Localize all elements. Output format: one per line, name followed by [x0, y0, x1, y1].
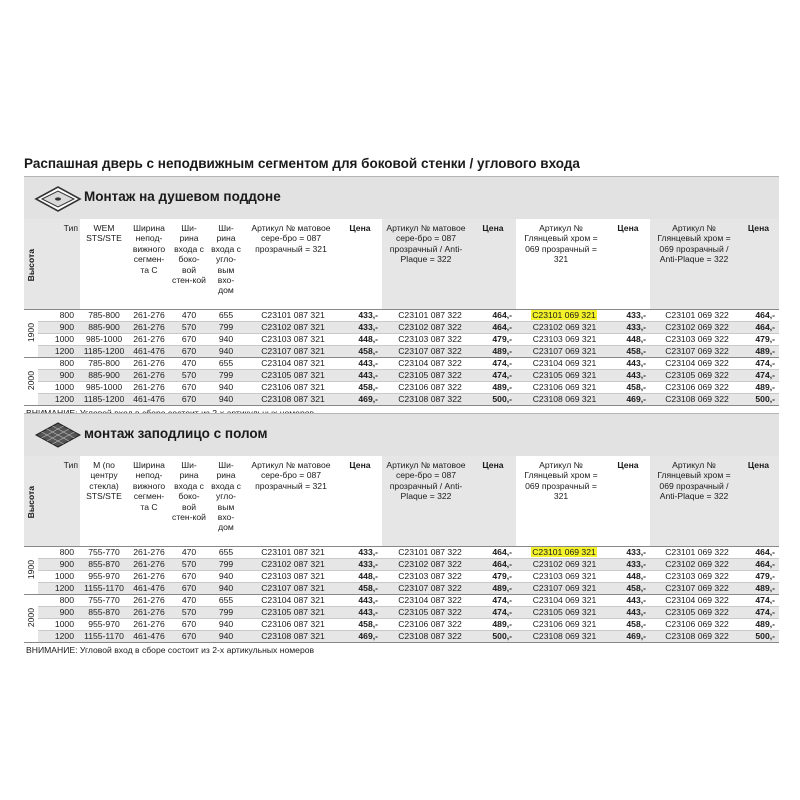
cell-wem: 855-870	[80, 559, 128, 571]
cell-type: 800	[38, 310, 80, 322]
cell-article-1: C23101 087 321	[244, 547, 338, 559]
section-title: Монтаж на душевом поддоне	[84, 189, 281, 204]
cell-article-2: C23101 087 322	[382, 547, 470, 559]
section-floor-level	[24, 413, 779, 655]
header-price-1: Цена	[338, 456, 382, 547]
cell-price-3: 443,-	[606, 607, 650, 619]
cell-article-1: C23104 087 321	[244, 358, 338, 370]
cell-corner-width: 799	[208, 370, 244, 382]
header-wem: WEM STS/STE	[80, 219, 128, 310]
cell-corner-width: 799	[208, 607, 244, 619]
cell-price-4: 479,-	[738, 334, 779, 346]
cell-article-4: C23105 069 322	[650, 370, 738, 382]
header-wem: М (по центру стекла) STS/STE	[80, 456, 128, 547]
cell-wem: 755-770	[80, 547, 128, 559]
cell-article-4: C23108 069 322	[650, 631, 738, 643]
cell-price-4: 464,-	[738, 322, 779, 334]
cell-article-4: C23102 069 322	[650, 559, 738, 571]
cell-side-width: 670	[170, 394, 208, 406]
cell-article-4: C23107 069 322	[650, 346, 738, 358]
cell-price-3: 433,-	[606, 310, 650, 322]
cell-type: 800	[38, 358, 80, 370]
height-group	[24, 310, 38, 358]
cell-corner-width: 940	[208, 334, 244, 346]
cell-article-1: C23105 087 321	[244, 607, 338, 619]
cell-price-1: 443,-	[338, 370, 382, 382]
table-row	[24, 571, 779, 583]
table-header-row	[24, 456, 779, 547]
header-article-2: Артикул № матовое сере-бро = 087 прозрачный / Anti-Plaque = 322	[382, 456, 470, 547]
cell-side-width: 470	[170, 358, 208, 370]
cell-article-1: C23103 087 321	[244, 334, 338, 346]
cell-price-3: 469,-	[606, 394, 650, 406]
cell-article-3	[516, 547, 606, 559]
cell-article-1: C23106 087 321	[244, 619, 338, 631]
cell-price-1: 443,-	[338, 607, 382, 619]
cell-type: 1000	[38, 619, 80, 631]
cell-c-width: 261-276	[128, 619, 170, 631]
cell-c-width: 461-476	[128, 583, 170, 595]
header-article-4: Артикул № Глянцевый хром = 069 прозрачный / Anti-Plaque = 322	[650, 456, 738, 547]
cell-article-2: C23104 087 322	[382, 595, 470, 607]
cell-article-1: C23102 087 321	[244, 559, 338, 571]
cell-article-3: C23103 069 321	[516, 334, 606, 346]
section-header	[24, 176, 779, 219]
height-group-label: 2000	[25, 370, 36, 390]
cell-price-3: 433,-	[606, 547, 650, 559]
cell-article-2: C23107 087 322	[382, 346, 470, 358]
cell-article-3: C23106 069 321	[516, 382, 606, 394]
cell-price-2: 464,-	[470, 547, 516, 559]
cell-price-1: 448,-	[338, 571, 382, 583]
cell-type: 900	[38, 322, 80, 334]
cell-corner-width: 940	[208, 346, 244, 358]
cell-price-3: 443,-	[606, 595, 650, 607]
cell-c-width: 261-276	[128, 358, 170, 370]
cell-side-width: 670	[170, 382, 208, 394]
cell-price-3: 443,-	[606, 358, 650, 370]
cell-price-2: 489,-	[470, 346, 516, 358]
cell-corner-width: 940	[208, 394, 244, 406]
cell-article-4: C23101 069 322	[650, 547, 738, 559]
note: ВНИМАНИЕ: Угловой вход в сборе состоит из 2-х артикульных номеров	[26, 645, 315, 655]
cell-article-2: C23108 087 322	[382, 631, 470, 643]
cell-price-4: 500,-	[738, 631, 779, 643]
cell-c-width: 261-276	[128, 571, 170, 583]
cell-article-3	[516, 310, 606, 322]
cell-price-2: 474,-	[470, 370, 516, 382]
header-type: Тип	[38, 456, 80, 547]
cell-article-1: C23105 087 321	[244, 370, 338, 382]
header-article-2: Артикул № матовое сере-бро = 087 прозрачный / Anti-Plaque = 322	[382, 219, 470, 310]
cell-corner-width: 940	[208, 583, 244, 595]
cell-wem: 955-970	[80, 571, 128, 583]
table-row	[24, 595, 779, 607]
cell-c-width: 261-276	[128, 310, 170, 322]
cell-price-4: 474,-	[738, 370, 779, 382]
cell-price-4: 474,-	[738, 595, 779, 607]
cell-article-2: C23101 087 322	[382, 310, 470, 322]
cell-price-3: 433,-	[606, 322, 650, 334]
cell-wem: 785-800	[80, 310, 128, 322]
cell-article-4: C23108 069 322	[650, 394, 738, 406]
cell-wem: 985-1000	[80, 382, 128, 394]
cell-price-1: 443,-	[338, 595, 382, 607]
cell-side-width: 670	[170, 619, 208, 631]
cell-article-4: C23104 069 322	[650, 358, 738, 370]
section-shower-tray	[24, 176, 779, 418]
header-price-3: Цена	[606, 456, 650, 547]
table-row	[24, 310, 779, 322]
table-row	[24, 619, 779, 631]
cell-c-width: 461-476	[128, 631, 170, 643]
table-row	[24, 547, 779, 559]
cell-c-width: 261-276	[128, 334, 170, 346]
cell-price-2: 464,-	[470, 310, 516, 322]
table-row	[24, 631, 779, 643]
cell-article-2: C23105 087 322	[382, 607, 470, 619]
cell-article-1: C23108 087 321	[244, 394, 338, 406]
cell-article-3: C23105 069 321	[516, 607, 606, 619]
cell-article-2: C23104 087 322	[382, 358, 470, 370]
header-article-3: Артикул № Глянцевый хром = 069 прозрачный = 321	[516, 456, 606, 547]
cell-price-2: 474,-	[470, 595, 516, 607]
cell-corner-width: 799	[208, 322, 244, 334]
cell-price-4: 464,-	[738, 559, 779, 571]
cell-article-1: C23106 087 321	[244, 382, 338, 394]
cell-price-4: 464,-	[738, 310, 779, 322]
height-group	[24, 595, 38, 643]
cell-type: 900	[38, 559, 80, 571]
floor-drain-icon	[32, 420, 84, 450]
height-group-label: 1900	[25, 322, 36, 342]
shower-tray-icon	[32, 183, 84, 213]
cell-wem: 955-970	[80, 619, 128, 631]
table-row	[24, 358, 779, 370]
cell-article-3: C23107 069 321	[516, 583, 606, 595]
cell-price-1: 458,-	[338, 583, 382, 595]
cell-price-2: 489,-	[470, 382, 516, 394]
highlighted-article: C23101 069 321	[532, 310, 596, 320]
height-group	[24, 358, 38, 406]
cell-side-width: 570	[170, 322, 208, 334]
cell-side-width: 670	[170, 583, 208, 595]
cell-side-width: 670	[170, 346, 208, 358]
cell-price-4: 489,-	[738, 619, 779, 631]
header-c-width: Ширина непод-вижного сегмен-та C	[128, 456, 170, 547]
cell-corner-width: 655	[208, 547, 244, 559]
cell-side-width: 470	[170, 595, 208, 607]
cell-c-width: 261-276	[128, 370, 170, 382]
cell-price-3: 448,-	[606, 334, 650, 346]
cell-side-width: 570	[170, 607, 208, 619]
table-row	[24, 334, 779, 346]
cell-price-4: 489,-	[738, 346, 779, 358]
cell-type: 1200	[38, 583, 80, 595]
section-header	[24, 413, 779, 456]
cell-article-1: C23102 087 321	[244, 322, 338, 334]
cell-price-4: 474,-	[738, 607, 779, 619]
cell-price-1: 448,-	[338, 334, 382, 346]
highlighted-article: C23101 069 321	[532, 547, 596, 557]
page-title: Распашная дверь с неподвижным сегментом для боковой стенки / углового входа	[24, 156, 580, 171]
cell-price-3: 458,-	[606, 382, 650, 394]
header-article-3: Артикул № Глянцевый хром = 069 прозрачный = 321	[516, 219, 606, 310]
header-price-3: Цена	[606, 219, 650, 310]
cell-article-1: C23103 087 321	[244, 571, 338, 583]
cell-type: 1000	[38, 382, 80, 394]
cell-type: 1200	[38, 394, 80, 406]
cell-corner-width: 940	[208, 631, 244, 643]
header-height-label: Высота	[25, 486, 36, 519]
cell-price-4: 500,-	[738, 394, 779, 406]
cell-price-1: 458,-	[338, 382, 382, 394]
cell-article-2: C23102 087 322	[382, 559, 470, 571]
cell-price-1: 433,-	[338, 322, 382, 334]
cell-price-3: 469,-	[606, 631, 650, 643]
cell-article-2: C23103 087 322	[382, 334, 470, 346]
cell-price-4: 479,-	[738, 571, 779, 583]
cell-price-2: 489,-	[470, 583, 516, 595]
cell-wem: 885-900	[80, 370, 128, 382]
cell-price-1: 433,-	[338, 310, 382, 322]
table-row	[24, 322, 779, 334]
table-row	[24, 382, 779, 394]
cell-c-width: 261-276	[128, 382, 170, 394]
cell-wem: 1155-1170	[80, 631, 128, 643]
cell-type: 1200	[38, 346, 80, 358]
cell-corner-width: 655	[208, 595, 244, 607]
cell-corner-width: 655	[208, 358, 244, 370]
cell-article-3: C23107 069 321	[516, 346, 606, 358]
cell-article-3: C23104 069 321	[516, 358, 606, 370]
cell-side-width: 470	[170, 547, 208, 559]
cell-article-4: C23103 069 322	[650, 571, 738, 583]
cell-wem: 785-800	[80, 358, 128, 370]
table-header-row	[24, 219, 779, 310]
cell-price-2: 489,-	[470, 619, 516, 631]
header-corner-width: Ши-рина входа с угло-вым вхо-дом	[208, 456, 244, 547]
header-price-4: Цена	[738, 219, 779, 310]
cell-price-3: 433,-	[606, 559, 650, 571]
header-price-1: Цена	[338, 219, 382, 310]
cell-article-2: C23108 087 322	[382, 394, 470, 406]
cell-corner-width: 799	[208, 559, 244, 571]
cell-price-4: 489,-	[738, 583, 779, 595]
cell-price-1: 433,-	[338, 547, 382, 559]
cell-side-width: 470	[170, 310, 208, 322]
cell-wem: 755-770	[80, 595, 128, 607]
cell-article-2: C23105 087 322	[382, 370, 470, 382]
cell-corner-width: 940	[208, 571, 244, 583]
cell-article-3: C23103 069 321	[516, 571, 606, 583]
cell-price-2: 500,-	[470, 394, 516, 406]
cell-type: 1000	[38, 571, 80, 583]
header-price-4: Цена	[738, 456, 779, 547]
cell-article-2: C23107 087 322	[382, 583, 470, 595]
cell-article-4: C23104 069 322	[650, 595, 738, 607]
cell-article-4: C23107 069 322	[650, 583, 738, 595]
height-group	[24, 547, 38, 595]
header-article-1: Артикул № матовое сере-бро = 087 прозрачный = 321	[244, 219, 338, 310]
cell-article-2: C23106 087 322	[382, 619, 470, 631]
header-side-width: Ши-рина входа с боко-вой стен-кой	[170, 219, 208, 310]
cell-wem: 1185-1200	[80, 394, 128, 406]
height-group-label: 2000	[25, 607, 36, 627]
cell-article-3: C23108 069 321	[516, 394, 606, 406]
cell-article-4: C23103 069 322	[650, 334, 738, 346]
cell-price-2: 474,-	[470, 607, 516, 619]
cell-article-2: C23106 087 322	[382, 382, 470, 394]
cell-price-2: 479,-	[470, 571, 516, 583]
cell-c-width: 261-276	[128, 595, 170, 607]
cell-article-3: C23106 069 321	[516, 619, 606, 631]
cell-article-3: C23105 069 321	[516, 370, 606, 382]
cell-side-width: 570	[170, 559, 208, 571]
cell-article-2: C23103 087 322	[382, 571, 470, 583]
cell-c-width: 461-476	[128, 346, 170, 358]
cell-c-width: 261-276	[128, 322, 170, 334]
cell-corner-width: 940	[208, 619, 244, 631]
cell-price-3: 458,-	[606, 619, 650, 631]
cell-side-width: 670	[170, 571, 208, 583]
table-row	[24, 583, 779, 595]
header-article-4: Артикул № Глянцевый хром = 069 прозрачный / Anti-Plaque = 322	[650, 219, 738, 310]
cell-price-3: 458,-	[606, 583, 650, 595]
cell-article-1: C23101 087 321	[244, 310, 338, 322]
cell-price-2: 474,-	[470, 358, 516, 370]
cell-wem: 985-1000	[80, 334, 128, 346]
cell-article-3: C23102 069 321	[516, 322, 606, 334]
cell-article-4: C23102 069 322	[650, 322, 738, 334]
cell-type: 800	[38, 547, 80, 559]
header-c-width: Ширина непод-вижного сегмен-та C	[128, 219, 170, 310]
cell-article-1: C23108 087 321	[244, 631, 338, 643]
cell-c-width: 261-276	[128, 607, 170, 619]
section-title: монтаж заподлицо с полом	[84, 426, 268, 441]
cell-price-4: 474,-	[738, 358, 779, 370]
table-row	[24, 559, 779, 571]
cell-article-4: C23106 069 322	[650, 619, 738, 631]
cell-article-2: C23102 087 322	[382, 322, 470, 334]
cell-type: 900	[38, 607, 80, 619]
header-price-2: Цена	[470, 219, 516, 310]
cell-article-4: C23105 069 322	[650, 607, 738, 619]
header-article-1: Артикул № матовое сере-бро = 087 прозрачный = 321	[244, 456, 338, 547]
cell-side-width: 670	[170, 334, 208, 346]
cell-price-1: 443,-	[338, 358, 382, 370]
cell-side-width: 670	[170, 631, 208, 643]
price-table	[24, 456, 779, 643]
table-row	[24, 607, 779, 619]
height-group-label: 1900	[25, 559, 36, 579]
cell-wem: 855-870	[80, 607, 128, 619]
cell-type: 1200	[38, 631, 80, 643]
table-row	[24, 394, 779, 406]
cell-corner-width: 940	[208, 382, 244, 394]
cell-price-3: 443,-	[606, 370, 650, 382]
header-price-2: Цена	[470, 456, 516, 547]
cell-type: 900	[38, 370, 80, 382]
table-row	[24, 346, 779, 358]
cell-price-2: 464,-	[470, 559, 516, 571]
cell-price-1: 469,-	[338, 394, 382, 406]
cell-wem: 885-900	[80, 322, 128, 334]
header-height-label: Высота	[25, 249, 36, 282]
cell-side-width: 570	[170, 370, 208, 382]
cell-price-1: 469,-	[338, 631, 382, 643]
cell-c-width: 261-276	[128, 559, 170, 571]
cell-price-1: 433,-	[338, 559, 382, 571]
cell-wem: 1155-1170	[80, 583, 128, 595]
cell-price-1: 458,-	[338, 346, 382, 358]
price-table	[24, 219, 779, 406]
cell-price-1: 458,-	[338, 619, 382, 631]
cell-article-4: C23106 069 322	[650, 382, 738, 394]
header-height	[24, 219, 38, 310]
cell-article-1: C23107 087 321	[244, 346, 338, 358]
header-corner-width: Ши-рина входа с угло-вым вхо-дом	[208, 219, 244, 310]
cell-article-1: C23104 087 321	[244, 595, 338, 607]
cell-type: 800	[38, 595, 80, 607]
cell-corner-width: 655	[208, 310, 244, 322]
cell-price-4: 489,-	[738, 382, 779, 394]
cell-price-3: 458,-	[606, 346, 650, 358]
cell-price-3: 448,-	[606, 571, 650, 583]
cell-type: 1000	[38, 334, 80, 346]
cell-price-2: 500,-	[470, 631, 516, 643]
header-type: Тип	[38, 219, 80, 310]
cell-article-3: C23104 069 321	[516, 595, 606, 607]
cell-c-width: 261-276	[128, 547, 170, 559]
cell-article-3: C23108 069 321	[516, 631, 606, 643]
cell-price-2: 464,-	[470, 322, 516, 334]
header-height	[24, 456, 38, 547]
cell-article-1: C23107 087 321	[244, 583, 338, 595]
cell-wem: 1185-1200	[80, 346, 128, 358]
cell-article-3: C23102 069 321	[516, 559, 606, 571]
cell-price-2: 479,-	[470, 334, 516, 346]
cell-price-4: 464,-	[738, 547, 779, 559]
header-side-width: Ши-рина входа с боко-вой стен-кой	[170, 456, 208, 547]
table-row	[24, 370, 779, 382]
cell-article-4: C23101 069 322	[650, 310, 738, 322]
cell-c-width: 461-476	[128, 394, 170, 406]
